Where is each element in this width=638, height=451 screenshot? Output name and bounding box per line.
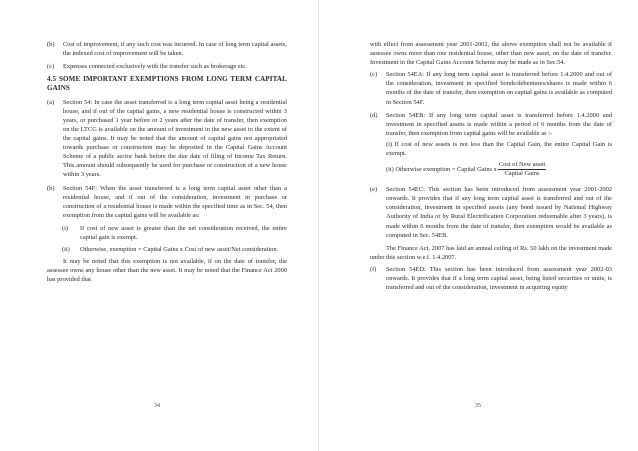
section-54ed-item [370,265,612,292]
right-page [319,0,638,451]
sub-item [62,224,287,242]
formula-numerator: Cost of New asset [498,161,546,169]
list-marker: (c) [47,63,55,71]
finance-act-paragraph: The Finance Act, 2007 has laid an annual ceiling of Rs. 50 lakh on the investment made under this section w.e.f. 1.4.2007. [370,244,612,261]
list-marker: (a) [47,98,55,106]
sub-marker: (i) [62,224,69,232]
list-marker: (c) [370,71,378,79]
section-54ea-text: Section 54EA: If any long term capital asset is transferred before 1.4.2000 and out of the consideration, investment in specified bonds/debentures/shares is made within 6 months of the date of transfer, then exemption on capital gains is available as computed in Section 54F. [386,71,612,106]
list-item-text: Cost of improvement, if any such cost was incurred. In case of long term capital assets, the indexed cost of improvement will be taken. [63,41,287,58]
page-number: 34 [154,403,160,409]
list-item-text: Expenses connected exclusively with the transfer such as brokerage etc. [63,63,247,71]
formula-fraction [498,161,546,177]
list-marker: (d) [370,111,378,119]
section-54eb-block [386,111,612,181]
section-54eb-text: Section 54EB: If any long term capital asset is transferred before 1.4.2000 and investment in specified assets is made within a period of 6 months from the date of transfer, then exemption from capital gains will be available as :- [386,111,612,137]
sub-item [62,245,287,254]
section-54ed-text: Section 54ED: This section has been introduced from assessment year 2002-03 onwards. It provides that if a long term capital asset, being listed securities or units, is transferred and out of the consideration, investment in acquiring equity [386,265,612,292]
formula-prefix: (ii) Otherwise exemption = Capital Gains x [386,165,497,173]
list-marker: (b) [47,41,55,48]
list-marker: (b) [47,184,55,192]
section-54eb-item [370,111,612,181]
section-54f-item [47,184,287,220]
sub-item-text: If cost of new asset is greater than the net consideration received, the entire capital gain is exempt. [80,224,287,241]
section-54-text: Section 54: In case the asset transferred is a long term capital asset being a residential house, and if out of the capital gains, a new residential house is constructed within 3 years, or purchased 1 year before or 2 years after the date of transfer, then exemption on the LTCG is available on the amount of investment in the new asset to the extent of the capital gains. It may be noted that the amount of capital gains not appropriated towards purchase or construction may be deposited in the Capital Gains Account Scheme of a public sector bank before the due date of filing of Income Tax Return. This amount should subsequently be used for purchase or construction of a new house within 3 years. [63,98,287,179]
list-marker: (f) [370,265,377,273]
opening-paragraph: with effect from assessment year 2001-2002, the above exemption shall not be available if assessee owns more than one residential house, other than new asset, on the date of transfer. Investment in the Capital Gains Account Scheme may be made as in Sec.54. [370,41,612,67]
sub-item-text: (i) If cost of new assets is not less than the Capital Gain, the entire Capital Gain is exempt. [386,140,612,158]
section-heading: 4.5 SOME IMPORTANT EXEMPTIONS FROM LONG TERM CAPITAL GAINS [47,75,287,93]
list-marker: (e) [370,186,378,194]
left-text-column [47,40,287,287]
sub-item-text: Otherwise, exemption = Capital Gains x Cost of new asset/Net consideration. [80,246,279,254]
closing-paragraph: It may be noted that this exemption is not available, if on the date of transfer, the assessee owns any house other than the new asset. It may be noted that the Finance Act 2000 has provided that [47,258,287,284]
exemption-formula [386,161,612,177]
list-item [47,40,287,58]
section-54ec-text: Section 54EC: This section has been introduced from assessment year 2001-2002 onwards. It provides that if any long term capital asset is transferred and out of the consideration, investment in specified assets (any bond issued by National Highway Authority of India or by Rural Electrification Corporation redeemable after 3 years), is made within 6 months from the date of transfer, then exemption would be available as computed in Sec. 54EB. [386,186,612,239]
right-text-column [370,40,612,296]
formula-denominator: Capital Gains [504,169,540,177]
list-item [47,62,287,71]
section-54ea-item [370,70,612,106]
section-54-item [47,98,287,180]
section-54ec-item [370,185,612,240]
section-54f-text: Section 54F: When the asset transferred is a long term capital asset other than a residential house, and if out of the consideration, investment in purchase or construction of a residential house is made within the specified time as in Sec. 54, then exemption from the capital gains will be available as: [63,184,287,219]
page-number: 35 [475,403,481,409]
sub-marker: (ii) [62,246,70,254]
